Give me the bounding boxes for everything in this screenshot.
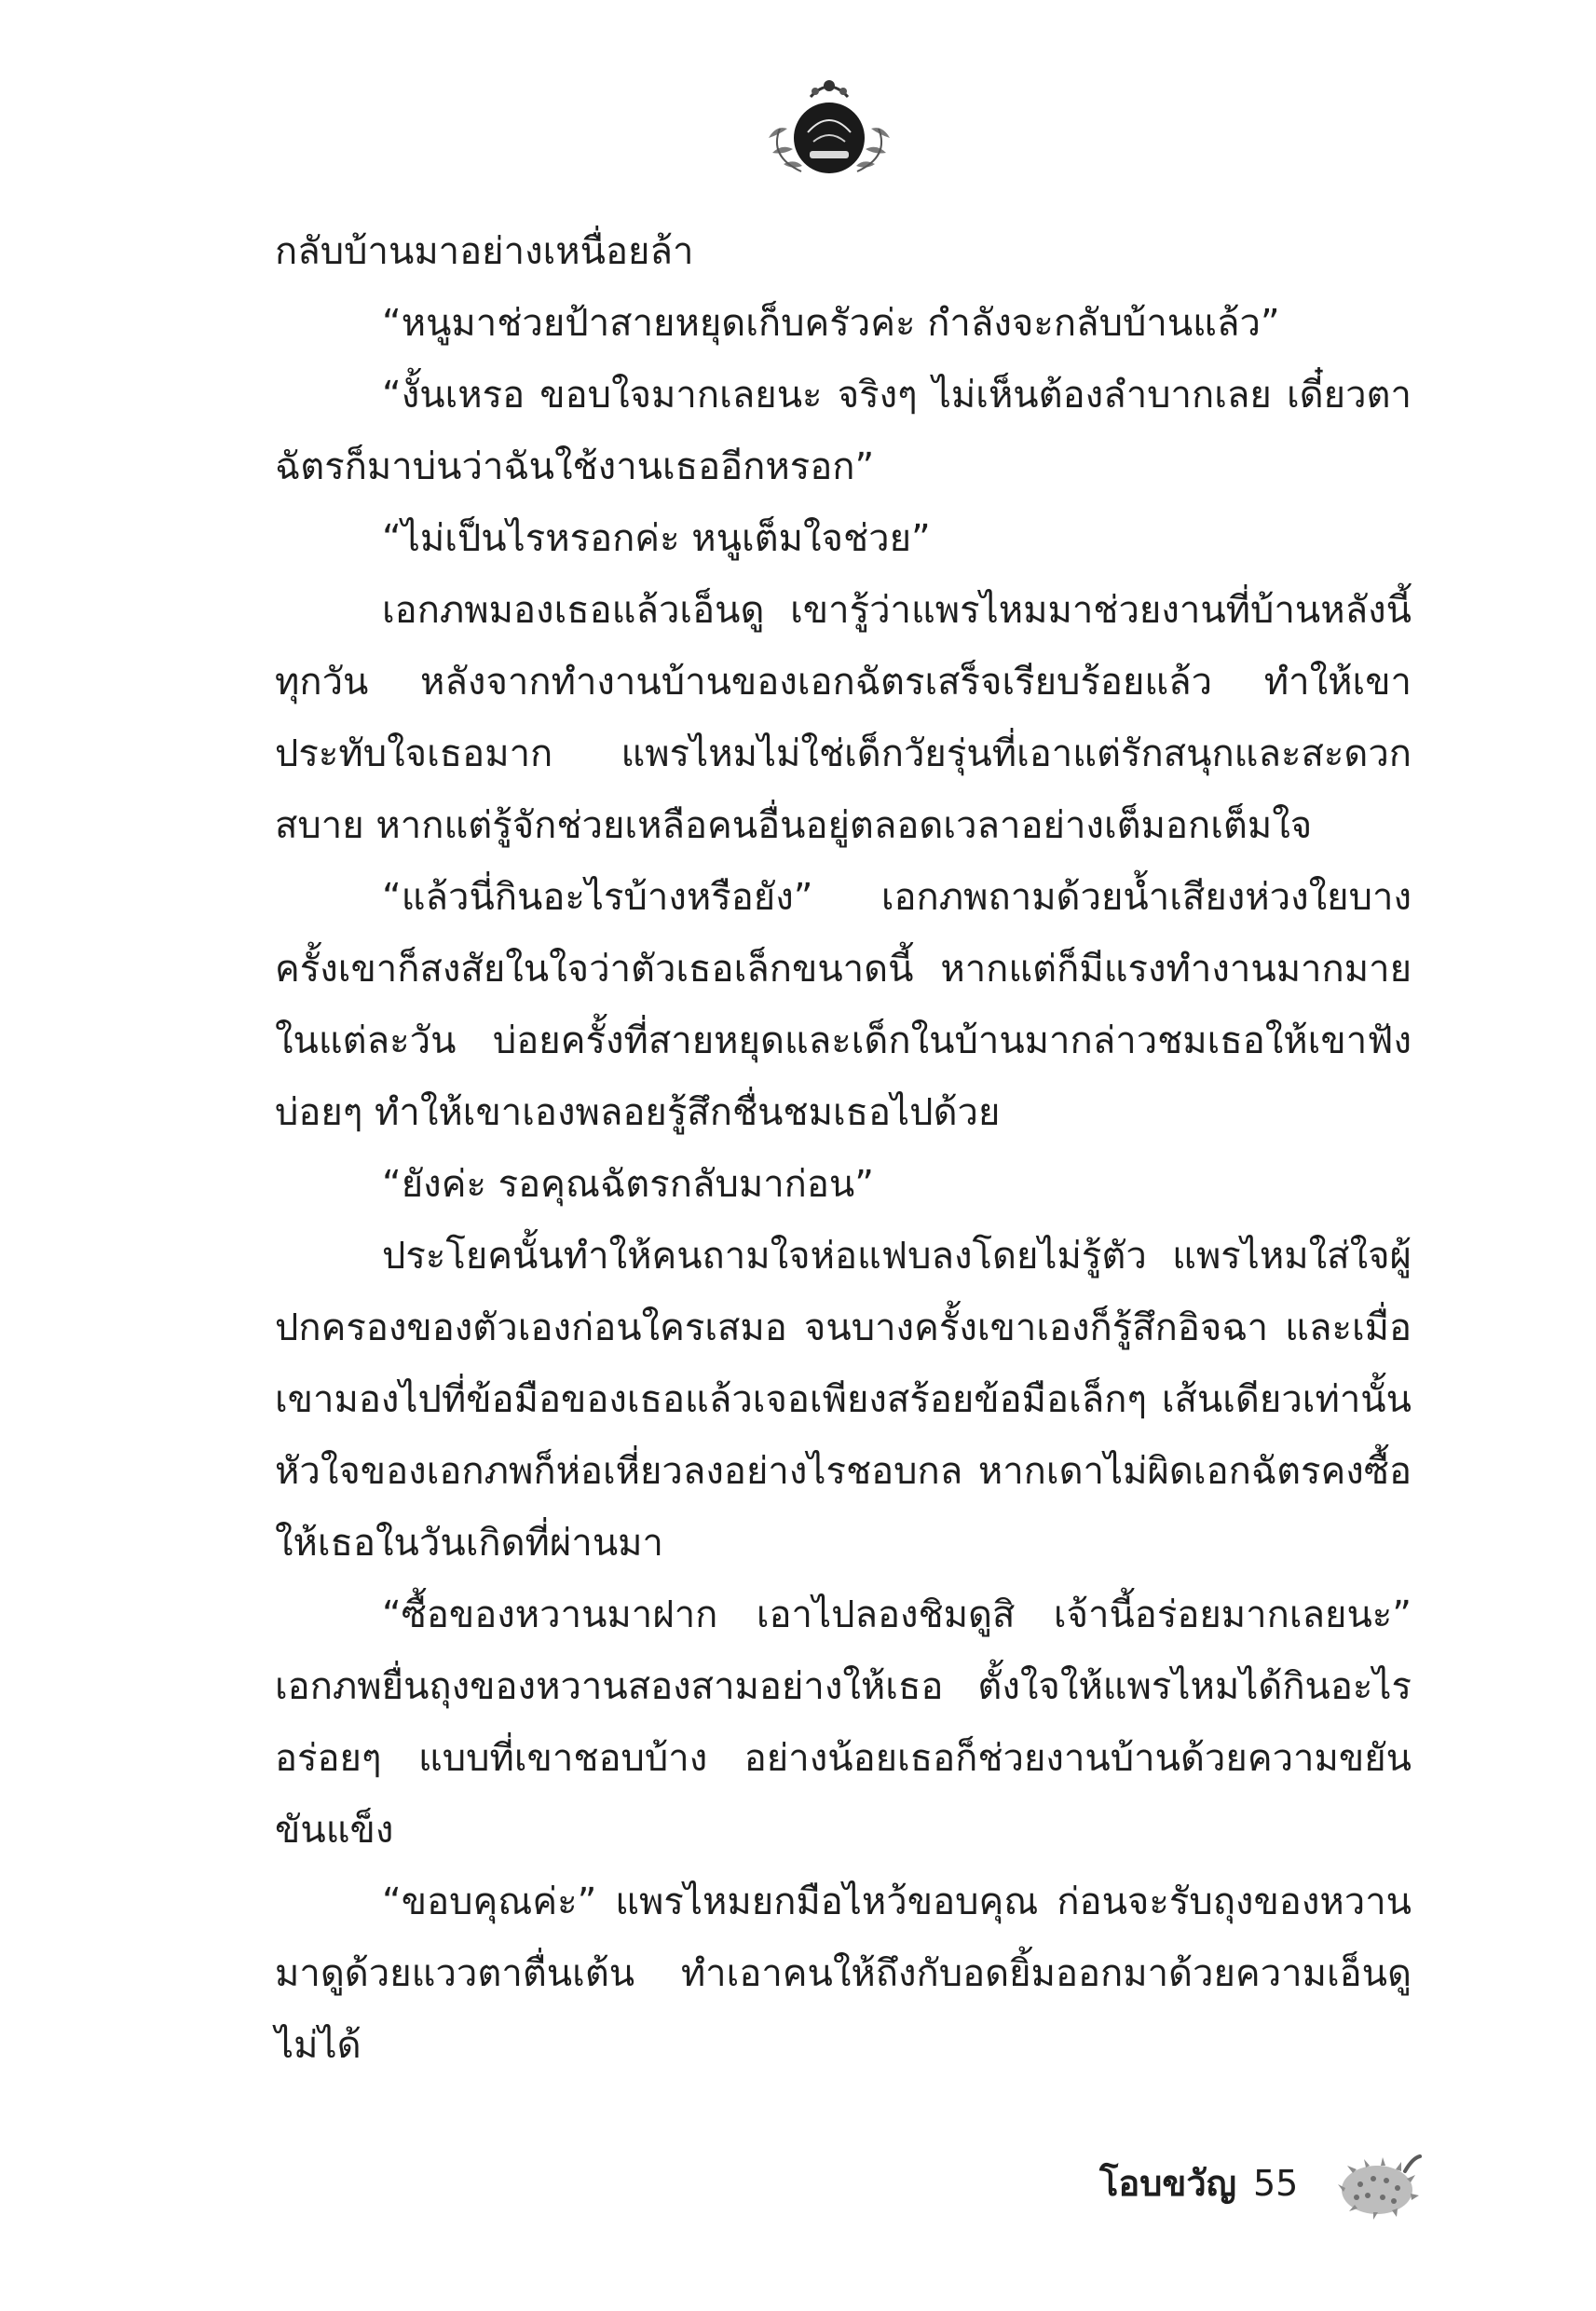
paragraph: ประโยคนั้นทำให้คนถามใจห่อแฟบลงโดยไม่รู้ตัว แพรไหมใส่ใจผู้ปกครองของตัวเองก่อนใครเสมอ จนบางครั้งเขาเองก็รู้สึกอิจฉา และเมื่อเขามองไปที่ข้อมือของเธอแล้วเจอเพียงสร้อยข้อมือเล็กๆ เส้นเดียวเท่านั้น หัวใจของเอกภพก็ห่อเหี่ยวลงอย่างไรชอบกล หากเดาไม่ผิดเอกฉัตรคงซื้อให้เธอในวันเกิดที่ผ่านมา	[275, 1235, 1412, 1565]
paragraph: “ไม่เป็นไรหรอกค่ะ หนูเต็มใจช่วย”	[382, 517, 931, 560]
page-footer	[1099, 2143, 1435, 2227]
book-title: โอบขวัญ	[1099, 2163, 1237, 2204]
logo-emblem-graphic	[759, 73, 899, 180]
durian-graphic	[1332, 2143, 1425, 2222]
paragraph: “ซื้อของหวานมาฝาก เอาไปลองชิมดูสิ เจ้านี้อร่อยมากเลยนะ” เอกภพยื่นถุงของหวานสองสามอย่างให้เธอ ตั้งใจให้แพรไหมได้กินอะไรอร่อยๆ แบบที่เขาชอบบ้าง อย่างน้อยเธอก็ช่วยงานบ้านด้วยความขยันขันแข็ง	[275, 1593, 1412, 1852]
page-number: 55	[1253, 2163, 1299, 2204]
paragraph: “ยังค่ะ รอคุณฉัตรกลับมาก่อน”	[382, 1163, 874, 1206]
publisher-logo-emblem	[759, 73, 899, 180]
durian-icon	[1332, 2143, 1425, 2222]
paragraph: “งั้นเหรอ ขอบใจมากเลยนะ จริงๆ ไม่เห็นต้องลำบากเลย เดี๋ยวตาฉัตรก็มาบ่นว่าฉันใช้งานเธออีกหรอก”	[275, 374, 1412, 488]
paragraph: เอกภพมองเธอแล้วเอ็นดู เขารู้ว่าแพรไหมมาช่วยงานที่บ้านหลังนี้ทุกวัน หลังจากทำงานบ้านของเอกฉัตรเสร็จเรียบร้อยแล้ว ทำให้เขาประทับใจเธอมาก แพรไหมไม่ใช่เด็กวัยรุ่นที่เอาแต่รักสนุกและสะดวกสบาย หากแต่รู้จักช่วยเหลือคนอื่นอยู่ตลอดเวลาอย่างเต็มอกเต็มใจ	[275, 589, 1412, 847]
paragraph: “แล้วนี่กินอะไรบ้างหรือยัง” เอกภพถามด้วยน้ำเสียงห่วงใยบางครั้งเขาก็สงสัยในใจว่าตัวเธอเล็กขนาดนี้ หากแต่ก็มีแรงทำงานมากมายในแต่ละวัน บ่อยครั้งที่สายหยุดและเด็กในบ้านมากล่าวชมเธอให้เขาฟังบ่อยๆ ทำให้เขาเองพลอยรู้สึกชื่นชมเธอไปด้วย	[275, 876, 1412, 1134]
paragraph: “ขอบคุณค่ะ” แพรไหมยกมือไหว้ขอบคุณ ก่อนจะรับถุงของหวานมาดูด้วยแววตาตื่นเต้น ทำเอาคนให้ถึงกับอดยิ้มออกมาด้วยความเอ็นดูไม่ได้	[275, 1880, 1412, 2067]
paragraph: “หนูมาช่วยป้าสายหยุดเก็บครัวค่ะ กำลังจะกลับบ้านแล้ว”	[382, 302, 1280, 345]
paragraph: กลับบ้านมาอย่างเหนื่อยล้า	[275, 230, 694, 273]
chapter-body-text	[275, 216, 1412, 2082]
